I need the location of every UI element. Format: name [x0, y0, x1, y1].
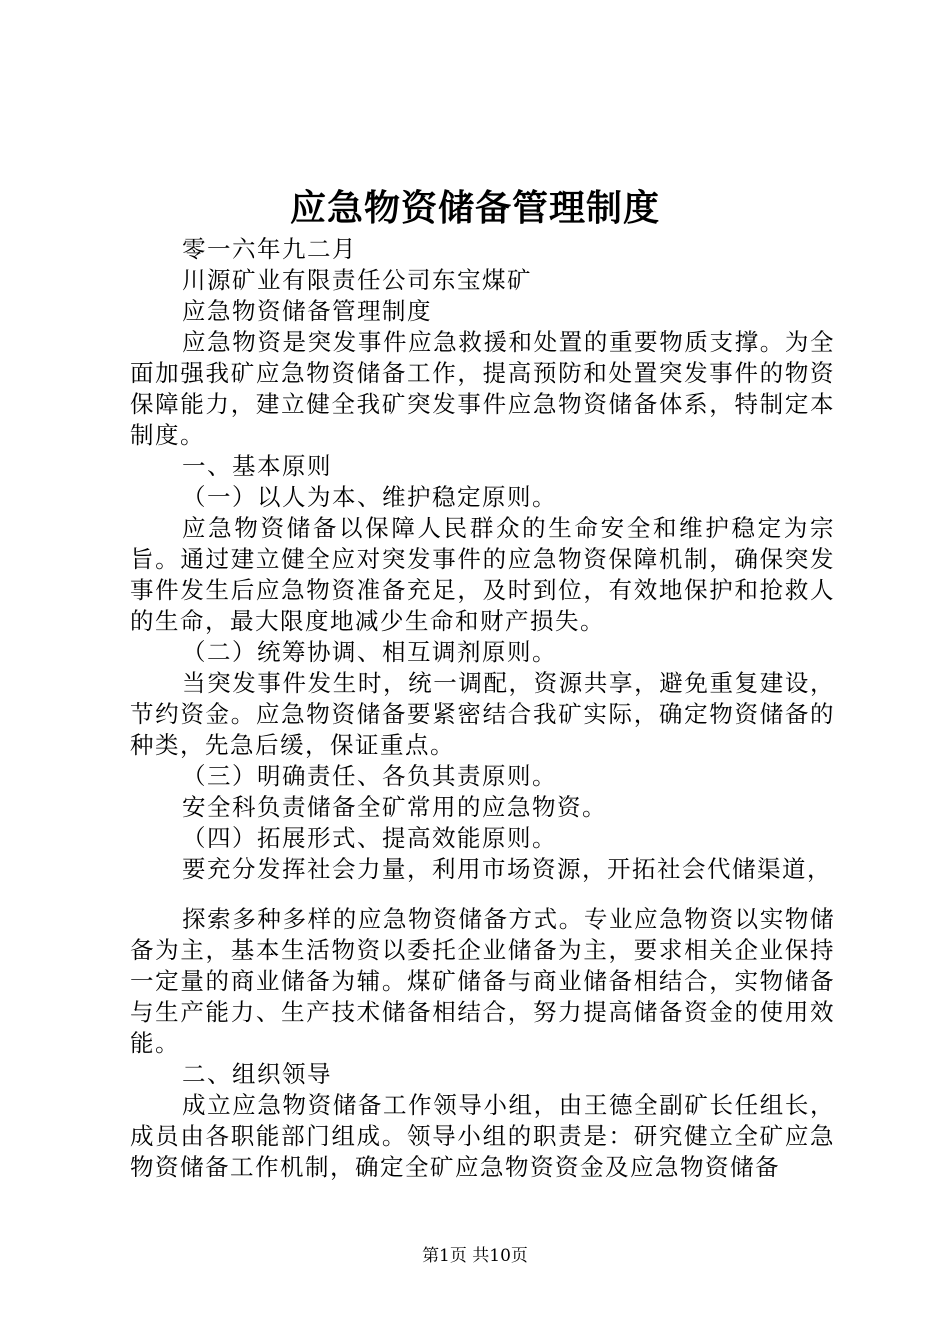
intro-paragraph: 应急物资是突发事件应急救援和处置的重要物质支撑。为全面加强我矿应急物资储备工作，提高预防和处置突发事件的物资保障能力，建立健全我矿突发事件应急物资储备体系，特制定本制度。: [130, 328, 835, 449]
paragraph-4-continued: 探索多种多样的应急物资储备方式。专业应急物资以实物储备为主，基本生活物资以委托企业储备为主，要求相关企业保持一定量的商业储备为辅。煤矿储备与商业储备相结合，实物储备与生产能力、生产技术储备相结合，努力提高储备资金的使用效能。: [130, 905, 835, 1057]
paragraph-5: 成立应急物资储备工作领导小组，由王德全副矿长任组长，成员由各职能部门组成。领导小组的职责是：研究健立全矿应急物资储备工作机制，确定全矿应急物资资金及应急物资储备: [130, 1091, 835, 1181]
subheading-1: （一）以人为本、维护稳定原则。: [182, 483, 557, 511]
paragraph-1: 应急物资储备以保障人民群众的生命安全和维护稳定为宗旨。通过建立健全应对突发事件的应急物资保障机制，确保突发事件发生后应急物资准备充足，及时到位，有效地保护和抢救人的生命，最大限度地减少生命和财产损失。: [130, 514, 835, 635]
page-footer: 第1页 共10页: [422, 1246, 528, 1266]
section-heading-1: 一、基本原则: [182, 452, 332, 480]
company-line: 川源矿业有限责任公司东宝煤矿: [182, 266, 532, 294]
subheading-3: （三）明确责任、各负其责原则。: [182, 762, 557, 790]
body-text-block-1: [130, 234, 835, 885]
subheading-4: （四）拓展形式、提高效能原则。: [182, 824, 557, 852]
paragraph-3: 安全科负责储备全矿常用的应急物资。: [182, 793, 607, 821]
paragraph-2: 当突发事件发生时，统一调配，资源共享，避免重复建设，节约资金。应急物资储备要紧密结合我矿实际，确定物资储备的种类，先急后缓，保证重点。: [130, 669, 835, 759]
body-text-block-2: [130, 904, 835, 1183]
section-heading-2: 二、组织领导: [182, 1060, 332, 1088]
paragraph-4-start: 要充分发挥社会力量，利用市场资源，开拓社会代储渠道，: [182, 855, 832, 883]
document-title: 应急物资储备管理制度: [289, 187, 660, 229]
subtitle-line: 应急物资储备管理制度: [182, 297, 432, 325]
subheading-2: （二）统筹协调、相互调剂原则。: [182, 638, 557, 666]
date-line: 零一六年九二月: [182, 235, 357, 263]
